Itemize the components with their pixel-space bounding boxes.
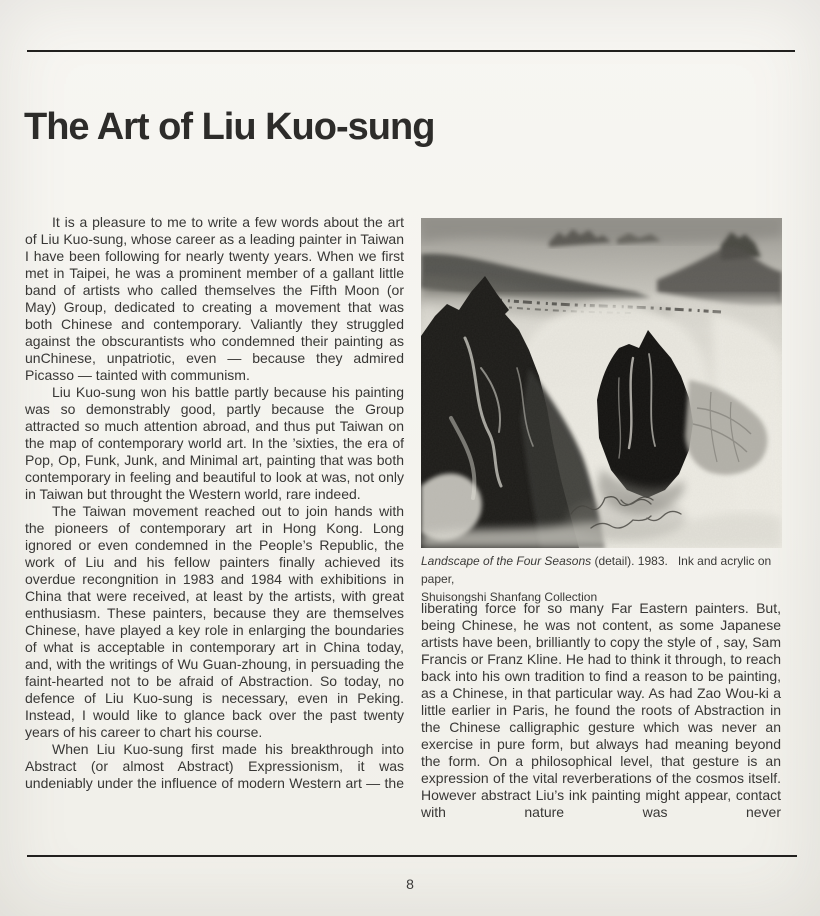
artwork-figure [421, 218, 782, 548]
body-paragraph: The Taiwan movement reached out to join hands with the pioneers of contemporary art in Hong Kong. Long ignored or even condemned in the People’s Republic, the work of Liu and his fellow painters finally achieved its overdue recongnition in 1983 and 1984 with exhibitions in China that were received, at least by the artists, with great enthusiasm. These painters, because they are themselves Chinese, have played a key role in enlarging the boundaries of what is acceptable in contemporary art in China today, and, with the writings of Wu Guan-zhoung, in persuading the faint-hearted not to be afraid of Abstraction. So today, no defence of Liu Kuo-sung is necessary, even in Peking. Instead, I would like to glance back over the past twenty years of his career to chart his course. [25, 503, 404, 740]
left-column [25, 214, 404, 792]
top-rule [27, 50, 795, 52]
figure-caption-artwork-title: Landscape of the Four Seasons [421, 554, 592, 568]
page-number: 8 [406, 876, 414, 892]
figure-caption-line-1 [421, 552, 787, 588]
body-paragraph: It is a pleasure to me to write a few words about the art of Liu Kuo-sung, whose career as a leading painter in Taiwan I have been following for nearly twenty years. When we first met in Taipei, he was a prominent member of a gallant little band of artists who called themselves the Fifth Moon (or May) Group, dedicated to creating a movement that was both Chinese and contemporary. Valiantly they struggled against the obscurantists who condemned their painting as unChinese, unpatriotic, even — because they admired Picasso — tainted with communism. [25, 214, 404, 383]
figure-caption-medium: (detail). 1983. Ink and acrylic on paper, [421, 554, 775, 586]
figure-caption-line-2: Shuisongshi Shanfang Collection [421, 590, 598, 604]
figure-caption [421, 552, 787, 606]
page-title: The Art of Liu Kuo-sung [24, 106, 435, 148]
body-paragraph: liberating force for so many Far Eastern painters. But, being Chinese, he was not content, as some Japanese artists have been, brilliantly to copy the style of , say, Sam Francis or Franz Kline. He had to think it through, to reach back into his own tradition to find a reason to be painting, as a Chinese, in that particular way. As had Zao Wou-ki a little earlier in Paris, he found the roots of Abstraction in the Chinese calligraphic gesture which was never an exercise in pure form, but always had meaning beyond the form. On a philosophical level, that gesture is an expression of the vital reverberations of the cosmos itself. However abstract Liu’s ink painting might appear, contact with nature was never [421, 600, 781, 820]
right-column [421, 600, 781, 821]
body-paragraph: When Liu Kuo-sung first made his breakthrough into Abstract (or almost Abstract) Expressionism, it was undeniably under the influence of modern Western art — the [25, 741, 404, 791]
artwork-image [421, 218, 782, 548]
body-paragraph: Liu Kuo-sung won his battle partly because his painting was so demonstrably good, partly because the Group attracted so much attention abroad, and thus put Taiwan on the map of contemporary world art. In the ’sixties, the era of Pop, Op, Funk, Junk, and Minimal art, painting that was both contemporary in feeling and beautiful to look at was, not only in Taiwan but throught the Western world, rare indeed. [25, 384, 404, 502]
bottom-rule [27, 855, 797, 857]
